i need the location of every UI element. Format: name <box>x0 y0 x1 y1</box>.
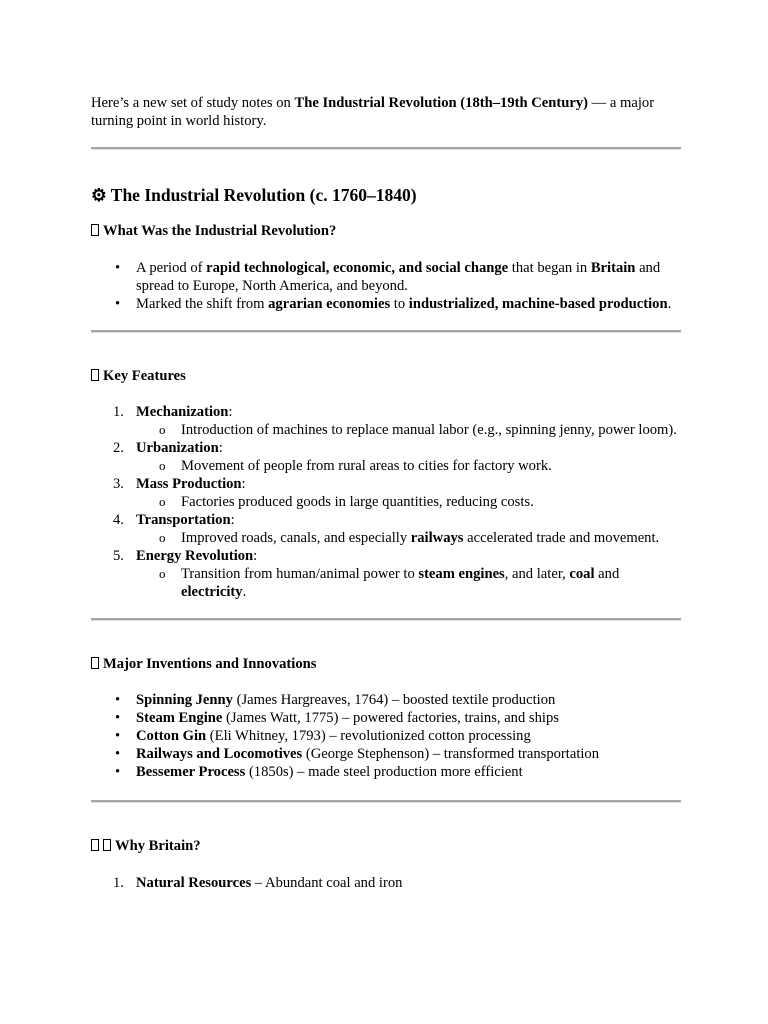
divider <box>91 147 681 150</box>
divider <box>91 800 681 803</box>
inventions-list <box>91 691 681 781</box>
section-heading-what: What Was the Industrial Revolution? <box>91 222 681 240</box>
sub-item: o Factories produced goods in large quantities, reducing costs. <box>181 493 681 511</box>
list-item: • Bessemer Process (1850s) – made steel production more efficient <box>136 763 681 781</box>
list-item: 5. Energy Revolution: o Transition from human/animal power to steam engines, and later, coal and electricity. <box>136 547 681 601</box>
what-list <box>91 259 681 313</box>
list-item: 4. Transportation: o Improved roads, canals, and especially railways accelerated trade and movement. <box>136 511 681 547</box>
missing-glyph-icon <box>91 369 99 381</box>
intro-paragraph <box>91 94 681 130</box>
list-item: 1. Natural Resources – Abundant coal and iron <box>113 875 403 891</box>
document-page <box>91 94 681 892</box>
list-item: 2. Urbanization: o Movement of people from rural areas to cities for factory work. <box>136 439 681 475</box>
why-list <box>91 874 681 892</box>
list-item: 1. Mechanization: o Introduction of machines to replace manual labor (e.g., spinning jenny, power loom). <box>136 403 681 439</box>
section-inventions <box>91 655 681 781</box>
list-item: 3. Mass Production: o Factories produced goods in large quantities, reducing costs. <box>136 475 681 511</box>
missing-glyph-icon <box>91 657 99 669</box>
intro-text: Here’s a new set of study notes on <box>91 95 295 111</box>
sub-item: o Improved roads, canals, and especially railways accelerated trade and movement. <box>181 529 681 547</box>
list-item: • Marked the shift from agrarian economies to industrialized, machine-based production. <box>136 295 681 313</box>
intro-bold: The Industrial Revolution (18th–19th Century) <box>294 95 588 111</box>
list-item: • Steam Engine (James Watt, 1775) – powered factories, trains, and ships <box>136 709 681 727</box>
section-features <box>91 367 681 601</box>
missing-glyph-icon <box>103 839 111 851</box>
divider <box>91 330 681 333</box>
list-item: • Cotton Gin (Eli Whitney, 1793) – revolutionized cotton processing <box>136 727 681 745</box>
gear-icon: ⚙ <box>91 185 107 205</box>
missing-glyph-icon <box>91 224 99 236</box>
section-heading-features: Key Features <box>91 367 681 385</box>
divider <box>91 618 681 621</box>
sub-item: o Introduction of machines to replace manual labor (e.g., spinning jenny, power loom). <box>181 421 681 439</box>
page-title <box>91 184 681 206</box>
sub-item: o Movement of people from rural areas to cities for factory work. <box>181 457 681 475</box>
section-why <box>91 837 681 892</box>
features-list <box>91 403 681 601</box>
section-what <box>91 222 681 313</box>
page-title-text: The Industrial Revolution (c. 1760–1840) <box>110 185 417 205</box>
intro-text-end: — a major turning point in world history. <box>91 95 655 129</box>
missing-glyph-icon <box>91 839 99 851</box>
section-heading-inventions: Major Inventions and Innovations <box>91 655 681 673</box>
list-item: • Spinning Jenny (James Hargreaves, 1764) – boosted textile production <box>136 691 681 709</box>
sub-item: o Transition from human/animal power to steam engines, and later, coal and electricity. <box>181 565 681 601</box>
section-heading-why: Why Britain? <box>91 837 681 855</box>
list-item: • Railways and Locomotives (George Stephenson) – transformed transportation <box>136 745 681 763</box>
list-item: • A period of rapid technological, economic, and social change that began in Britain and spread to Europe, North America, and beyond. <box>136 259 681 295</box>
